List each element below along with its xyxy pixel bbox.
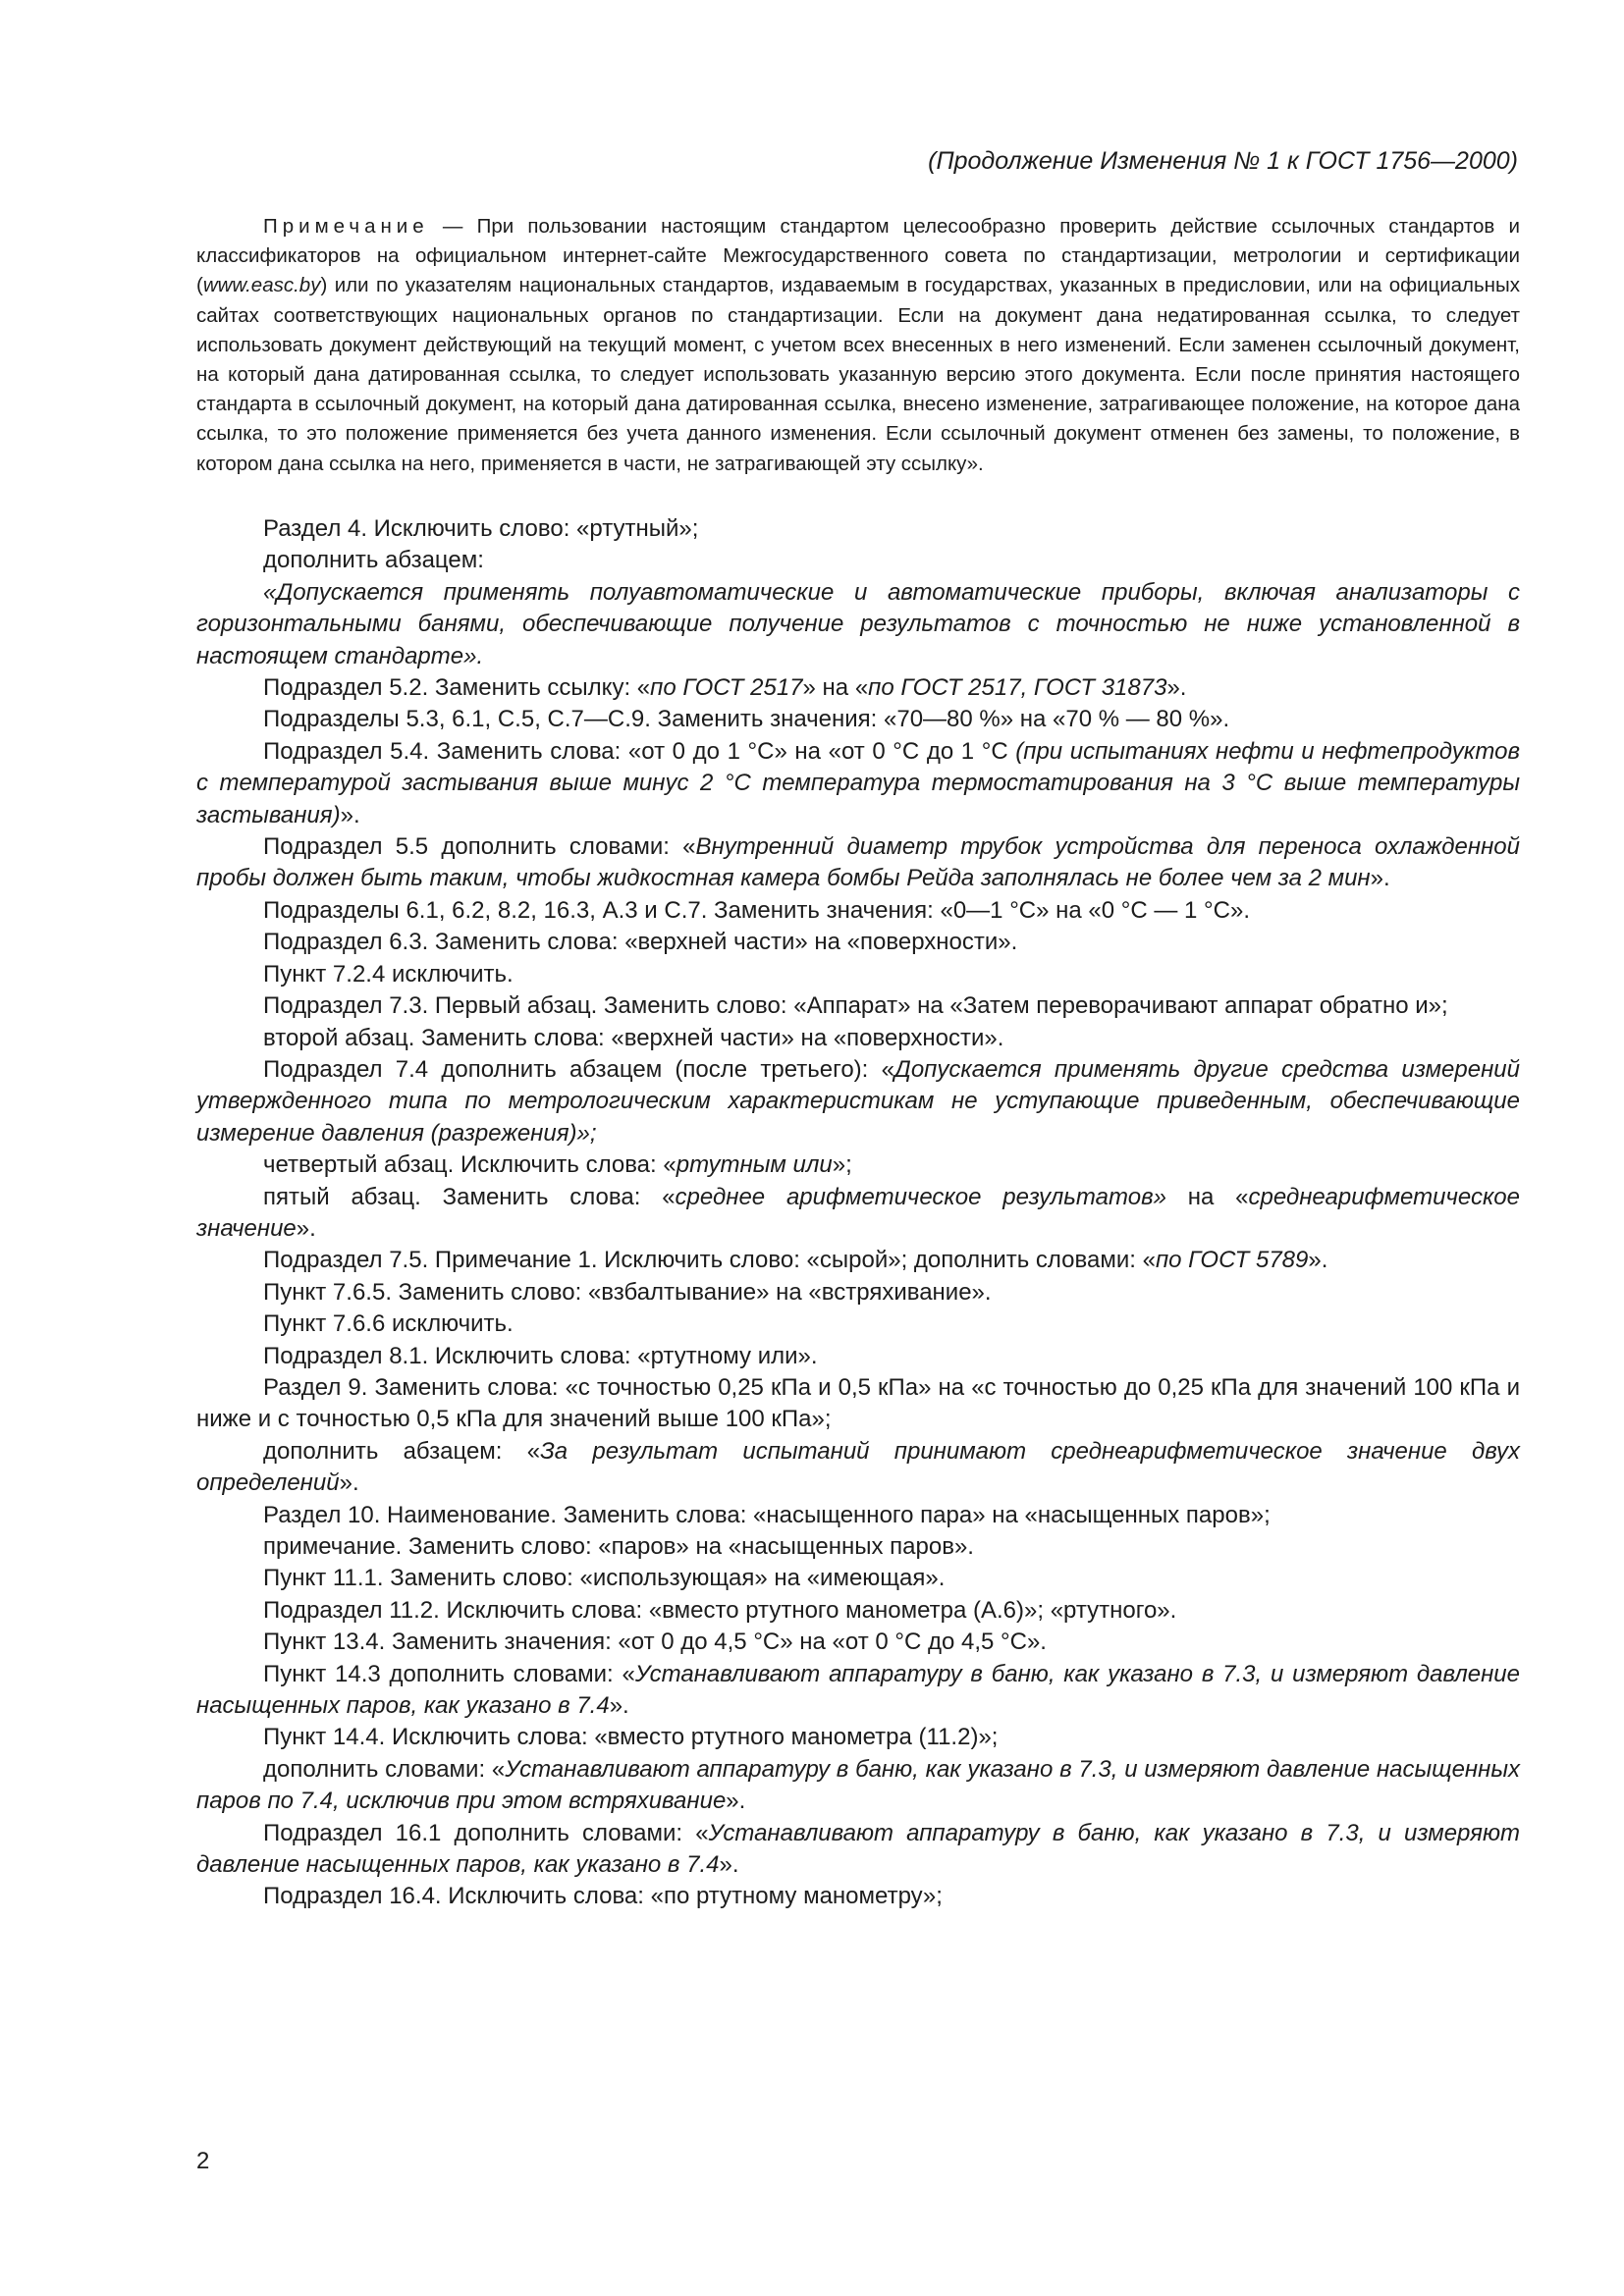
paragraph-10: Раздел 10. Наименование. Заменить слова: «насыщенного пара» на «насыщенных паров»; (263, 1501, 1271, 1528)
paragraph-5-3: Подразделы 5.3, 6.1, С.5, С.7—С.9. Заменить значения: «70—80 %» на «70 % — 80 %». (263, 706, 1230, 733)
paragraph-14-4-add: дополнить словами: «Устанавливают аппаратуру в баню, как указано в 7.3, и измеряют давление насыщенных паров по 7.4, исключив при этом встряхивание». (196, 1755, 1521, 1815)
paragraph-section-4: Раздел 4. Исключить слово: «ртутный»; (263, 515, 699, 542)
paragraph-11-1: Пункт 11.1. Заменить слово: «использующая» на «имеющая». (263, 1565, 946, 1592)
paragraph-6-1: Подразделы 6.1, 6.2, 8.2, 16.3, А.3 и С.7. Заменить значения: «0—1 °С» на «0 °С — 1 °С». (263, 896, 1250, 924)
paragraph-9-add: дополнить абзацем: «За результат испытаний принимают среднеарифметическое значение двух определений». (196, 1437, 1521, 1497)
paragraph-add-clause: дополнить абзацем: (263, 547, 484, 574)
paragraph-7-6-5: Пункт 7.6.5. Заменить слово: «взбалтывание» на «встряхивание». (263, 1278, 992, 1306)
page-number: 2 (196, 2148, 210, 2174)
paragraph-7-2-4: Пункт 7.2.4 исключить. (263, 960, 514, 988)
paragraph-7-5: Подраздел 7.5. Примечание 1. Исключить слово: «сырой»; дополнить словами: «по ГОСТ 5789». (263, 1247, 1328, 1274)
paragraph-7-3: Подраздел 7.3. Первый абзац. Заменить слово: «Аппарат» на «Затем переворачивают аппарат обратно и»; (263, 992, 1448, 1020)
note-text: При пользовании настоящим стандартом целесообразно проверить действие ссылочных стандартов и классификаторов на официальном интернет-сайте Межгосударственного совета по стандартизации, метрологии и сертификации ( (196, 215, 1520, 297)
note-block (196, 212, 1520, 479)
amendment-body (196, 513, 1520, 1913)
paragraph-16-4: Подраздел 16.4. Исключить слова: «по ртутному манометру»; (263, 1883, 943, 1910)
paragraph-6-3: Подраздел 6.3. Заменить слова: «верхней части» на «поверхности». (263, 929, 1018, 956)
continuation-header: (Продолжение Изменения № 1 к ГОСТ 1756—2000) (928, 147, 1518, 175)
paragraph-14-4: Пункт 14.4. Исключить слова: «вместо ртутного манометра (11.2)»; (263, 1724, 999, 1751)
paragraph-7-4-fourth: четвертый абзац. Исключить слова: «ртутным или»; (263, 1151, 852, 1179)
paragraph-10-note: примечание. Заменить слово: «паров» на «насыщенных паров». (263, 1533, 974, 1560)
paragraph-14-3: Пункт 14.3 дополнить словами: «Устанавливают аппаратуру в баню, как указано в 7.3, и измеряют давление насыщенных паров, как указано в 7.4». (196, 1660, 1520, 1720)
paragraph-16-1: Подраздел 16.1 дополнить словами: «Устанавливают аппаратуру в баню, как указано в 7.3, и измеряют давление насыщенных паров, как указано в 7.4». (196, 1819, 1520, 1879)
paragraph-9: Раздел 9. Заменить слова: «с точностью 0,25 кПа и 0,5 кПа» на «с точностью до 0,25 кПа для значений 100 кПа и ниже и с точностью 0,5 кПа для значений выше 100 кПа»; (196, 1373, 1520, 1433)
paragraph-7-3-second: второй абзац. Заменить слова: «верхней части» на «поверхности». (263, 1024, 1004, 1051)
easc-site-link: www.easc.by (202, 274, 321, 297)
paragraph-11-2: Подраздел 11.2. Исключить слова: «вместо ртутного манометра (А.6)»; «ртутного». (263, 1596, 1177, 1624)
paragraph-inserted-text: «Допускается применять полуавтоматические и автоматические приборы, включая анализаторы с горизонтальными банями, обеспечивающие получение результатов с точностью не ниже установленной в настоящем стандарте». (196, 578, 1520, 669)
paragraph-7-4-fifth: пятый абзац. Заменить слова: «среднее арифметическое результатов» на «среднеарифметическое значение». (196, 1183, 1520, 1242)
paragraph-5-5: Подраздел 5.5 дополнить словами: «Внутренний диаметр трубок устройства для переноса охлажденной пробы должен быть таким, чтобы жидкостная камера бомбы Рейда заполнялась не более чем за 2 мин». (196, 833, 1520, 892)
note-paragraph: Примечание — При пользовании настоящим стандартом целесообразно проверить действие ссылочных стандартов и классификаторов на официальном интернет-сайте Межгосударственного совета по стандартизации, метрологии и сертификации (www.easc.by) или по указателям национальных стандартов, издаваемым в государствах, указанных в предисловии, или на официальных сайтах соответствующих национальных органов по стандартизации. Если на документ дана недатированная ссылка, то следует использовать документ действующий на текущий момент, с учетом всех внесенных в него изменений. Если заменен ссылочный документ, на который дана датированная ссылка, то следует использовать указанную версию этого документа. Если после принятия настоящего стандарта в ссылочный документ, на который дана датированная ссылка, внесено изменение, затрагивающее положение, на которое дана ссылка, то это положение применяется без учета данного изменения. Если ссылочный документ отменен без замены, то положение, в котором дана ссылка на него, применяется в части, не затрагивающей эту ссылку». (196, 215, 1520, 475)
paragraph-7-4: Подраздел 7.4 дополнить абзацем (после третьего): «Допускается применять другие средства измерений утвержденного типа по метрологическим характеристикам не уступающие приведенным, обеспечивающие измерение давления (разрежения)»; (196, 1055, 1520, 1147)
paragraph-13-4: Пункт 13.4. Заменить значения: «от 0 до 4,5 °С» на «от 0 °С до 4,5 °С». (263, 1629, 1047, 1656)
paragraph-5-4: Подраздел 5.4. Заменить слова: «от 0 до 1 °С» на «от 0 °С до 1 °С (при испытаниях нефти и нефтепродуктов с температурой застывания выше минус 2 °С температура термостатирования на 3 °С выше температуры застывания)». (196, 737, 1520, 828)
paragraph-5-2: Подраздел 5.2. Заменить ссылку: «по ГОСТ 2517» на «по ГОСТ 2517, ГОСТ 31873». (263, 674, 1187, 702)
paragraph-7-6-6: Пункт 7.6.6 исключить. (263, 1310, 514, 1338)
note-label: Примечание (263, 215, 429, 238)
paragraph-8-1: Подраздел 8.1. Исключить слова: «ртутному или». (263, 1342, 818, 1369)
